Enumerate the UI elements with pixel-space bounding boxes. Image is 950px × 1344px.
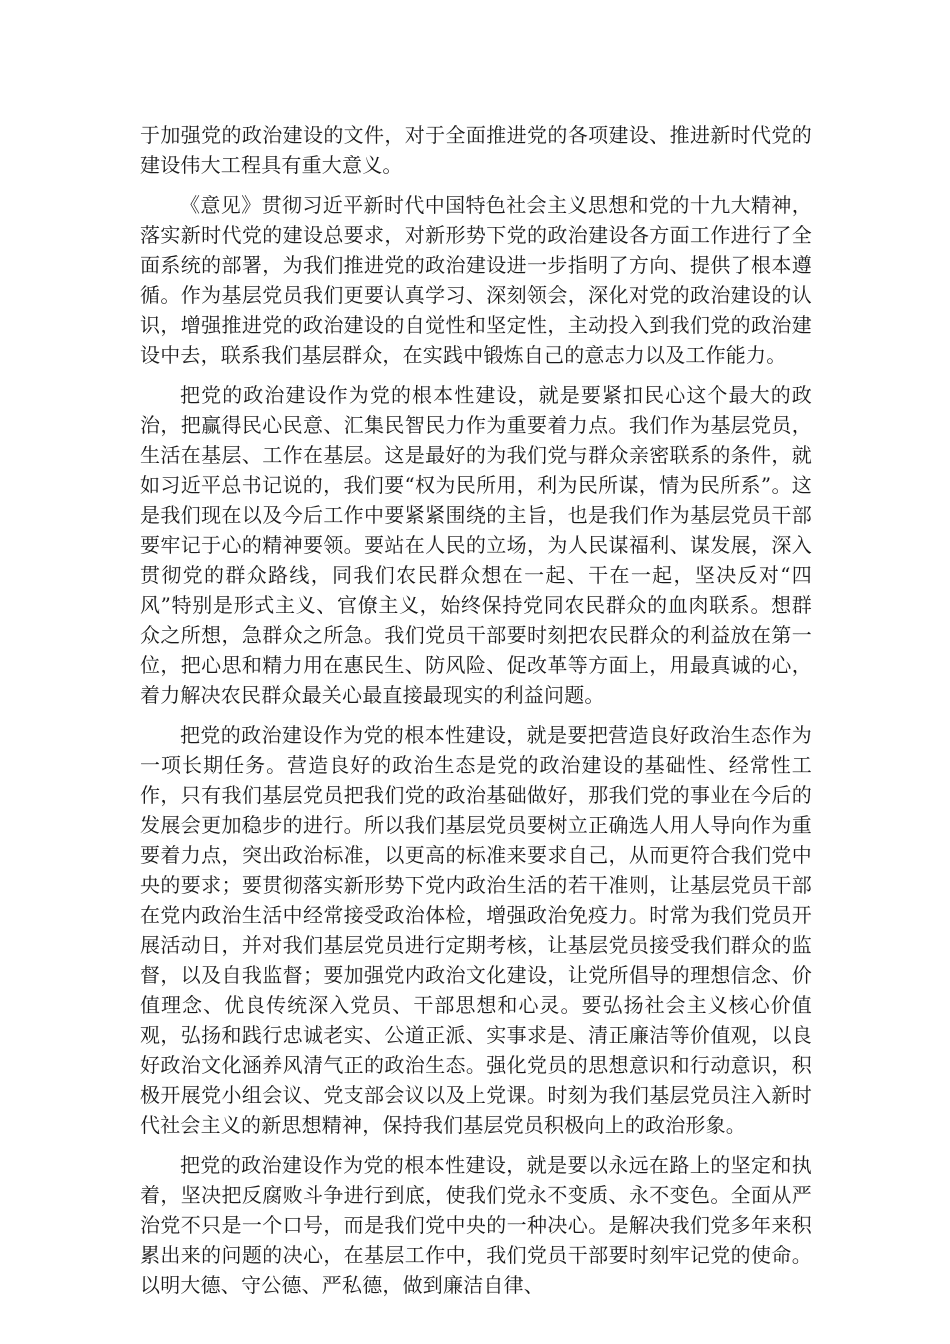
paragraph-3: 把党的政治建设作为党的根本性建设，就是要紧扣民心这个最大的政治，把赢得民心民意、汇集民智民力作为重要着力点。我们作为基层党员，生活在基层、工作在基层。这是最好的为我们党与群众亲密联系的条件，就如习近平总书记说的，我们要“权为民所用，利为民所谋，情为民所系”。这是我们现在以及今后工作中要紧紧围绕的主旨，也是我们作为基层党员干部要牢记于心的精神要领。要站在人民的立场，为人民谋福利、谋发展，深入贯彻党的群众路线，同我们农民群众想在一起、干在一起，坚决反对“四风”特别是形式主义、官僚主义，始终保持党同农民群众的血肉联系。想群众之所想，急群众之所急。我们党员干部要时刻把农民群众的利益放在第一位，把心思和精力用在惠民生、防风险、促改革等方面上，用最真诚的心，着力解决农民群众最关心最直接最现实的利益问题。 — [140, 383, 812, 707]
paragraph-5: 把党的政治建设作为党的根本性建设，就是要以永远在路上的坚定和执着，坚决把反腐败斗争进行到底，使我们党永不变质、永不变色。全面从严治党不只是一个口号，而是我们党中央的一种决心。是解决我们党多年来积累出来的问题的决心，在基层工作中，我们党员干部要时刻牢记党的使命。以明大德、守公德、严私德，做到廉洁自律、 — [140, 1153, 812, 1297]
paragraph-2: 《意见》贯彻习近平新时代中国特色社会主义思想和党的十九大精神，落实新时代党的建设总要求，对新形势下党的政治建设各方面工作进行了全面系统的部署，为我们推进党的政治建设进一步指明了方向、提供了根本遵循。作为基层党员我们更要认真学习、深刻领会，深化对党的政治建设的认识，增强推进党的政治建设的自觉性和坚定性，主动投入到我们党的政治建设中去，联系我们基层群众，在实践中锻炼自己的意志力以及工作能力。 — [140, 193, 812, 367]
document-body — [140, 120, 812, 1310]
paragraph-4: 把党的政治建设作为党的根本性建设，就是要把营造良好政治生态作为一项长期任务。营造良好的政治生态是党的政治建设的基础性、经常性工作，只有我们基层党员把我们党的政治基础做好，那我们党的事业在今后的发展会更加稳步的进行。所以我们基层党员要树立正确选人用人导向作为重要着力点，突出政治标准，以更高的标准来要求自己，从而更符合我们党中央的要求；要贯彻落实新形势下党内政治生活的若干准则，让基层党员干部在党内政治生活中经常接受政治体检，增强政治免疫力。时常为我们党员开展活动日，并对我们基层党员进行定期考核，让基层党员接受我们群众的监督，以及自我监督；要加强党内政治文化建设，让党所倡导的理想信念、价值理念、优良传统深入党员、干部思想和心灵。要弘扬社会主义核心价值观，弘扬和践行忠诚老实、公道正派、实事求是、清正廉洁等价值观，以良好政治文化涵养风清气正的政治生态。强化党员的思想意识和行动意识，积极开展党小组会议、党支部会议以及上党课。时刻为我们基层党员注入新时代社会主义的新思想精神，保持我们基层党员积极向上的政治形象。 — [140, 723, 812, 1137]
paragraph-1: 于加强党的政治建设的文件，对于全面推进党的各项建设、推进新时代党的建设伟大工程具有重大意义。 — [140, 123, 812, 177]
